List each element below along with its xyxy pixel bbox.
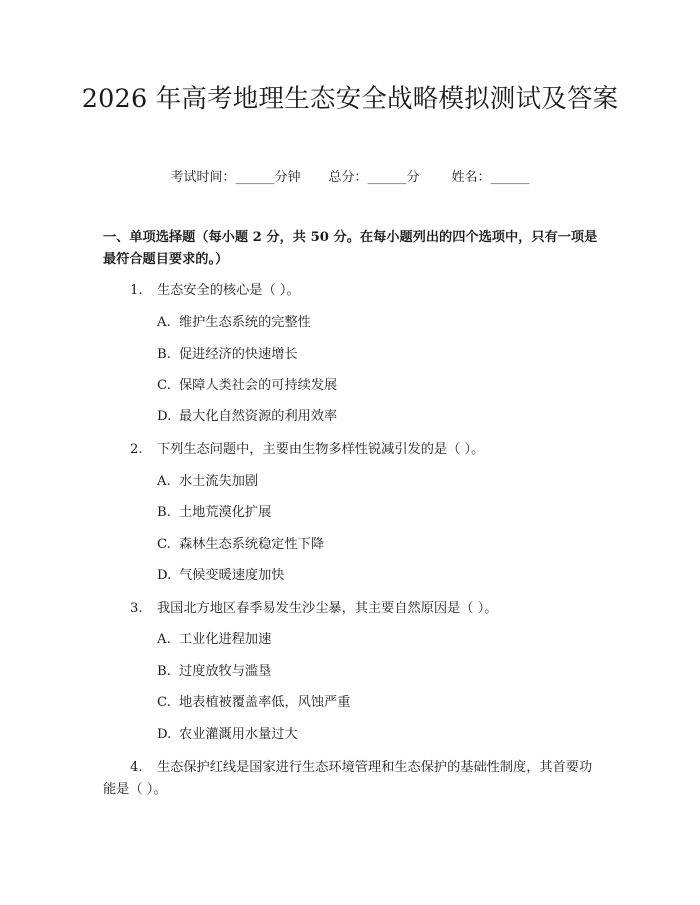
option-letter: A. [157,632,171,647]
option-text: 土地荒漠化扩展 [179,505,272,520]
question-number: 3. [130,601,143,616]
option-letter: A. [157,474,171,489]
option-text: 工业化进程加速 [179,632,272,647]
option-letter: B. [157,505,171,520]
exam-info-line [0,168,700,188]
question-number: 2. [130,442,143,457]
option-text: 保障人类社会的可持续发展 [179,378,338,393]
option-letter: B. [157,664,171,679]
option-text: 农业灌溉用水量过大 [179,727,298,742]
option-text: 过度放牧与滥垦 [179,664,272,679]
student-name-field: 姓名：______ [451,170,530,185]
section-heading: 一、单项选择题（每小题 2 分，共 50 分。在每小题列出的四个选项中，只有一项是最符合题目要求的。） [103,230,598,267]
question-4 [0,757,700,805]
question-text: 我国北方地区春季易发生沙尘暴，其主要自然原因是（ ）。 [157,601,498,616]
option-letter: B. [157,347,171,362]
option-letter: D. [157,568,172,583]
exam-time-field: 考试时间：______分钟 [170,170,301,185]
option-text: 地表植被覆盖率低，风蚀严重 [179,695,351,710]
option-text: 森林生态系统稳定性下降 [179,537,325,552]
option-text: 最大化自然资源的利用效率 [179,409,338,424]
question-text: 生态保护红线是国家进行生态环境管理和生态保护的基础性制度，其首要功能是（ ）。 [103,760,593,797]
option-letter: C. [157,537,171,552]
question-number: 4. [130,760,143,775]
question-text: 生态安全的核心是（ ）。 [157,283,300,298]
total-score-field: 总分：______分 [328,170,420,185]
document-title: 2026 年高考地理生态安全战略模拟测试及答案 [81,84,619,114]
option-letter: A. [157,315,171,330]
option-letter: C. [157,378,171,393]
option-letter: C. [157,695,171,710]
option-letter: D. [157,409,172,424]
question-number: 1. [130,283,143,298]
question-text: 下列生态问题中，主要由生物多样性锐减引发的是（ ）。 [157,442,485,457]
option-text: 促进经济的快速增长 [179,347,298,362]
option-text: 维护生态系统的完整性 [179,315,311,330]
option-letter: D. [157,727,172,742]
option-text: 水土流失加剧 [179,474,259,489]
option-text: 气候变暖速度加快 [179,568,285,583]
